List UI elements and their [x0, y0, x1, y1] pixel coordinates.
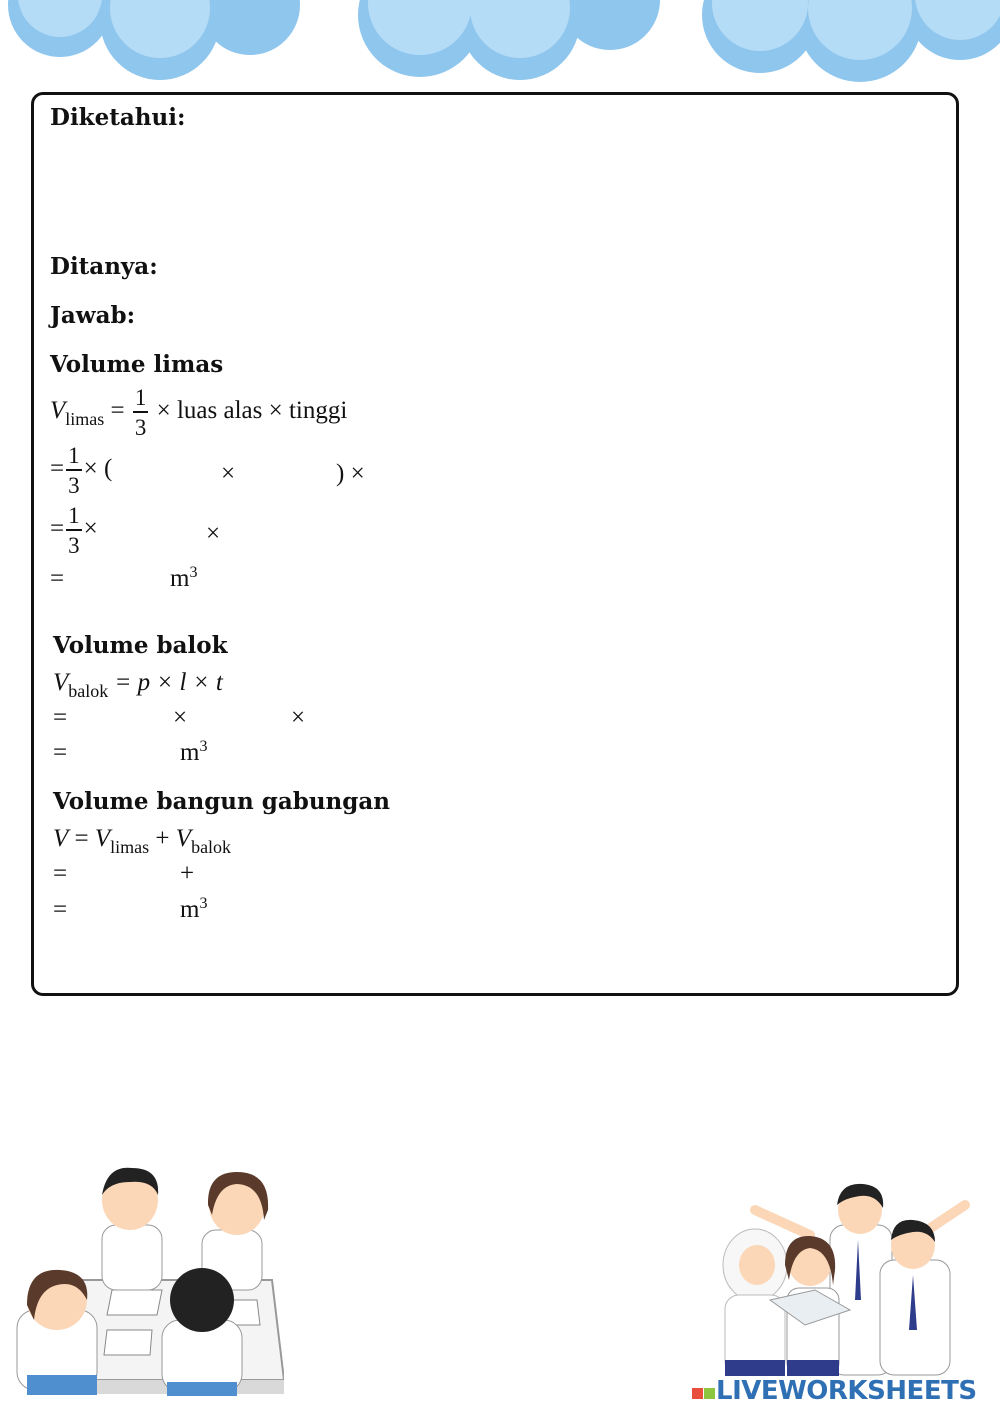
gabungan-result-equals: = — [53, 896, 68, 923]
diketahui-label: Diketahui: — [50, 104, 186, 131]
one-third-fraction: $\frac{1}{3}$ — [68, 503, 80, 558]
balok-line2-equals: = — [53, 704, 68, 731]
one-third-fraction: $\frac{1}{3}$ — [68, 443, 80, 498]
balok-line2-times-2: × — [291, 704, 306, 731]
limas-line2-times: × — [221, 460, 236, 487]
limas-line2-open: × ( — [83, 455, 113, 483]
limas-subscript: limas — [65, 409, 105, 430]
balok-subscript: balok — [68, 681, 109, 701]
gabungan-line2-equals: = — [53, 860, 68, 887]
logo-squares-icon — [692, 1376, 716, 1406]
limas-line2-close: ) × — [336, 460, 365, 487]
jawab-label: Jawab: — [50, 302, 136, 329]
limas-formula — [50, 386, 347, 439]
liveworksheets-logo — [692, 1376, 977, 1406]
cheering-students-illustration — [715, 1180, 980, 1380]
gabungan-formula: $V = V_{limas} + V_{balok}$ — [53, 825, 232, 857]
balok-line2-times-1: × — [173, 704, 188, 731]
balok-result-equals: = — [53, 739, 68, 766]
balok-formula-rhs: = p × l × t — [114, 669, 223, 696]
limas-line-2: = $\frac{1}{3}$ × ( — [50, 443, 113, 498]
limas-v-symbol: V — [50, 397, 66, 425]
limas-line-3: = $\frac{1}{3}$ × — [50, 503, 98, 558]
gabungan-sub-balok: balok — [191, 837, 232, 857]
volume-balok-heading: Volume balok — [53, 632, 228, 659]
gabungan-sub-limas: limas — [110, 837, 150, 857]
ditanya-label: Ditanya: — [50, 253, 158, 280]
volume-gabungan-heading: Volume bangun gabungan — [53, 788, 390, 815]
balok-formula: $V_{balok} = p \times l \times t$ — [53, 669, 223, 701]
limas-result-equals: = — [50, 565, 65, 592]
balok-result-unit: $m^3$ — [180, 738, 208, 766]
logo-text: LIVEWORKSHEETS — [716, 1376, 977, 1406]
answer-card — [31, 92, 959, 996]
limas-equals: = — [110, 397, 125, 425]
cloud-banner — [0, 0, 1000, 90]
students-studying-illustration — [12, 1160, 284, 1400]
volume-limas-heading: Volume limas — [50, 351, 224, 378]
limas-line3-times-2: × — [206, 520, 221, 547]
limas-result-unit: $m^3$ — [170, 564, 198, 592]
gabungan-line2-plus: + — [180, 860, 195, 887]
limas-formula-tail: × luas alas × tinggi — [156, 397, 348, 425]
limas-line3-times: × — [83, 515, 98, 543]
gabungan-result-unit: $m^3$ — [180, 895, 208, 923]
one-third-fraction: $\frac{1}{3}$ — [134, 385, 147, 440]
